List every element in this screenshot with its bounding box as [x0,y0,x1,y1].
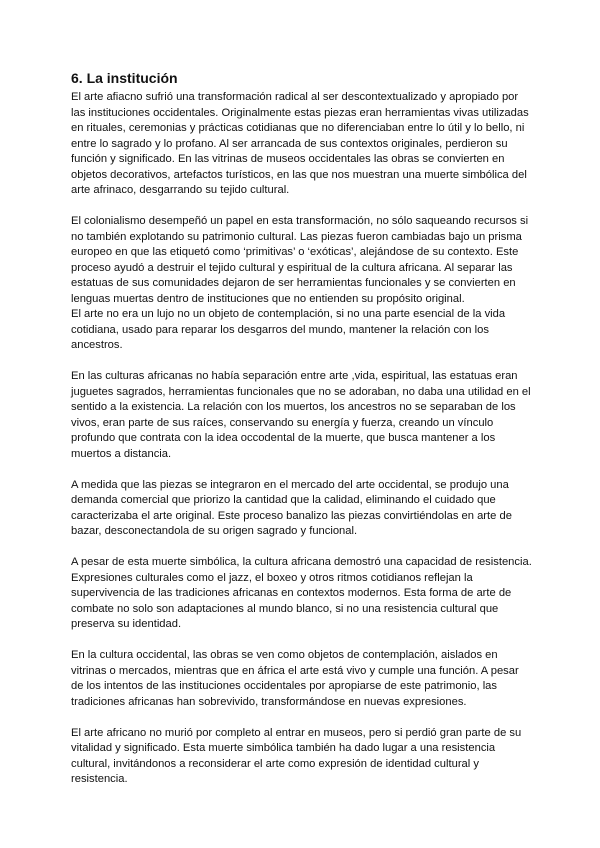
paragraph-spacer [71,540,534,556]
paragraph-spacer [71,354,534,370]
paragraph-8: El arte africano no murió por completo al entrar en museos, pero si perdió gran parte de su vitalidad y significado. Esta muerte simbólica también ha dado lugar a una resistencia cultural, invitándonos a reconsiderar el arte como expresión de identidad cultural y resistencia. [71,726,522,785]
paragraph-6: A pesar de esta muerte simbólica, la cultura africana demostró una capacidad de resistencia. Expresiones culturales como el jazz, el boxeo y otros ritmos cotidianos reflejan la supervivencia de las tradiciones africanas en contextos modernos. Esta forma de arte de combate no solo son adaptaciones al mundo blanco, si no una resistencia cultural que preserva su identidad. [71,556,532,630]
paragraph-2: El colonialismo desempeñó un papel en esta transformación, no sólo saqueando recursos si no también explotando su patrimonio cultural. Las piezas fueron cambiadas bajo un prisma europeo en que las etiquetó como ‘primitivas’ o ‘exóticas’, alejándose de su contexto. Este proceso ayudó a destruir el tejido cultural y espiritual de la cultura africana. Al separar las estatuas de sus comunidades dejaron de ser herramientas funcionales y se convierten en lenguas muertas dentro de instituciones que no entienden su propósito original. [71,215,529,305]
paragraph-7: En la cultura occidental, las obras se ven como objetos de contemplación, aislados en vitrinas o mercados, mientras que en áfrica el arte está vivo y cumple una función. A pesar de los intentos de las instituciones occidentales por apropiarse de este patrimonio, las tradiciones africanas han sobrevivido, transformándose en nuevas expresiones. [71,649,519,708]
document-body [71,70,534,788]
section-title: 6. La institución [71,70,178,86]
paragraph-1: El arte afiacno sufrió una transformación radical al ser descontextualizado y apropiado por las instituciones occidentales. Originalmente estas piezas eran herramientas vivas utilizadas en rituales, ceremonias y prácticas cotidianas que no diferenciaban entre lo útil y lo bello, ni entre lo sagrado y lo profano. Al ser arrancada de sus contextos originales, perdieron su función y significado. En las vitrinas de museos occidentales las obras se convierten en objetos decorativos, artefactos turísticos, en las que nos muestran una muerte simbólica del arte afrinaco, desgarrando su tejido cultural. [71,91,529,196]
paragraph-spacer [71,710,534,726]
paragraph-4: En las culturas africanas no había separación entre arte ,vida, espiritual, las estatuas eran juguetes sagrados, herramientas funcionales que no se adoraban, no daba una utilidad en el sentido a la existencia. La relación con los muertos, los ancestros no se separaban de los vivos, eran parte de sus raíces, conservando su energía y fuerza, creando un vínculo profundo que contrata con la idea occodental de la muerte, que busca mantener a los muertos a distancia. [71,370,531,460]
paragraph-spacer [71,199,534,215]
paragraph-spacer [71,633,534,649]
paragraph-5: A medida que las piezas se integraron en el mercado del arte occidental, se produjo una demanda comercial que priorizo la cantidad que la calidad, eliminando el cuidado que caracterizaba el arte original. Este proceso banalizo las piezas convirtiéndolas en arte de bazar, desconectandola de su origen sagrado y funcional. [71,478,512,537]
paragraph-3: El arte no era un lujo no un objeto de contemplación, si no una parte esencial de la vida cotidiana, usado para reparar los desgarros del mundo, mantener la relación con los ancestros. [71,308,506,351]
paragraph-spacer [71,462,534,478]
